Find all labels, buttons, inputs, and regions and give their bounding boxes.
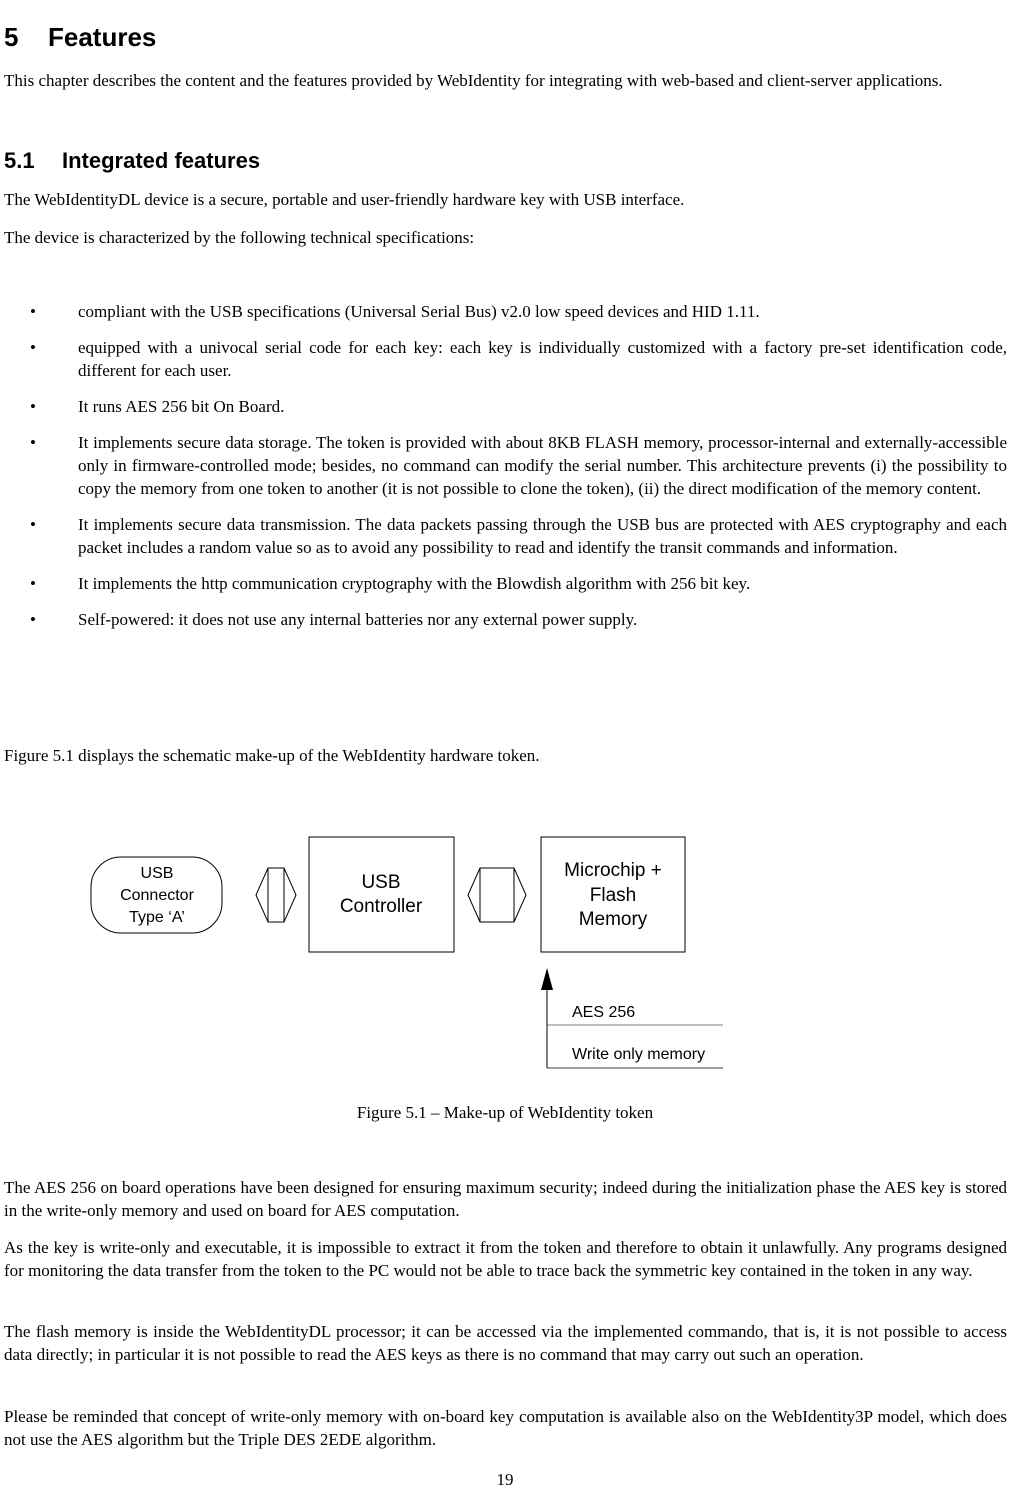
figure-caption: Figure 5.1 – Make-up of WebIdentity token [356,1103,654,1122]
subsection-heading [4,148,260,174]
device-paragraph: The WebIdentityDL device is a secure, portable and user-friendly hardware key with USB interface. [4,190,685,209]
token-diagram [80,830,740,1080]
list-item [30,300,1007,323]
list-item [30,608,1007,631]
bullet-symbol: • [30,302,36,321]
double-arrow-right [468,868,526,922]
section-number: 5 [4,22,19,52]
flash-paragraph: The flash memory is inside the WebIdentityDL processor; it can be accessed via the implemented commando, that is, it is not possible to access data directly; in particular it is not possible to read the AES keys as there is no command that may carry out such an operation. [4,1322,1007,1364]
list-item-text: equipped with a univocal serial code for each key: each key is individually customized with a factory pre-set identification code, different for each user. [78,338,1007,380]
usb-controller-label-2: Controller [339,896,423,917]
usb-connector-label-1: USB [140,865,174,882]
subsection-number: 5.1 [4,148,35,173]
double-arrow-left [256,868,296,922]
reminder-paragraph: Please be reminded that concept of write-only memory with on-board key computation is available also on the WebIdentity3P model, which does not use the AES algorithm but the Triple DES 2EDE algorithm. [4,1407,1007,1449]
list-item-text: It implements the http communication cryptography with the Blowdish algorithm with 256 bit key. [78,574,751,593]
key-paragraph: As the key is write-only and executable, it is impossible to extract it from the token and therefore to obtain it unlawfully. Any programs designed for monitoring the data transfer from the token to the PC would not be able to trace back the symmetric key contained in the token in any way. [4,1238,1007,1280]
list-item-text: It runs AES 256 bit On Board. [78,397,285,416]
list-item-text: Self-powered: it does not use any internal batteries nor any external power supply. [78,610,638,629]
microchip-label-3: Memory [578,909,648,930]
list-item [30,572,1007,595]
usb-connector-label-3: Type ‘A’ [129,909,185,926]
bullet-symbol: • [30,574,36,593]
usb-controller-label-1: USB [361,872,401,893]
usb-controller-box [309,837,454,952]
section-heading [4,22,156,53]
usb-connector-label-2: Connector [120,887,194,904]
bullet-symbol: • [30,433,36,452]
arrow-up-head [541,968,553,990]
aes-label: AES 256 [572,1004,636,1021]
list-item-text: It implements secure data transmission. The data packets passing through the USB bus are protected with AES cryptography and each packet includes a random value so as to avoid any possibility to read and identify the transit commands and information. [78,515,1007,557]
write-only-label: Write only memory [572,1046,706,1063]
figure-intro-paragraph: Figure 5.1 displays the schematic make-up of the WebIdentity hardware token. [4,746,540,765]
microchip-label-1: Microchip + [564,860,662,881]
page-number: 19 [496,1470,514,1489]
list-item-text: It implements secure data storage. The token is provided with about 8KB FLASH memory, processor-internal and externally-accessible only in firmware-controlled mode; besides, no command can modify the serial number. This architecture prevents (i) the possibility to copy the memory from one token to another (it is not possible to clone the token), (ii) the direct modification of the memory content. [78,433,1007,498]
intro-paragraph: This chapter describes the content and the features provided by WebIdentity for integrating with web-based and client-server applications. [4,71,943,90]
section-title: Features [48,22,157,52]
bullet-symbol: • [30,515,36,534]
subsection-title: Integrated features [62,148,261,173]
aes-paragraph: The AES 256 on board operations have been designed for ensuring maximum security; indeed during the initialization phase the AES key is stored in the write-only memory and used on board for AES computation. [4,1178,1007,1220]
specs-intro-paragraph: The device is characterized by the following technical specifications: [4,228,475,247]
spec-list [30,300,1007,644]
list-item [30,336,1007,382]
list-item [30,513,1007,559]
bullet-symbol: • [30,338,36,357]
list-item [30,431,1007,500]
list-item-text: compliant with the USB specifications (Universal Serial Bus) v2.0 low speed devices and HID 1.11. [78,302,760,321]
microchip-label-2: Flash [589,885,637,906]
list-item [30,395,1007,418]
bullet-symbol: • [30,610,36,629]
bullet-symbol: • [30,397,36,416]
